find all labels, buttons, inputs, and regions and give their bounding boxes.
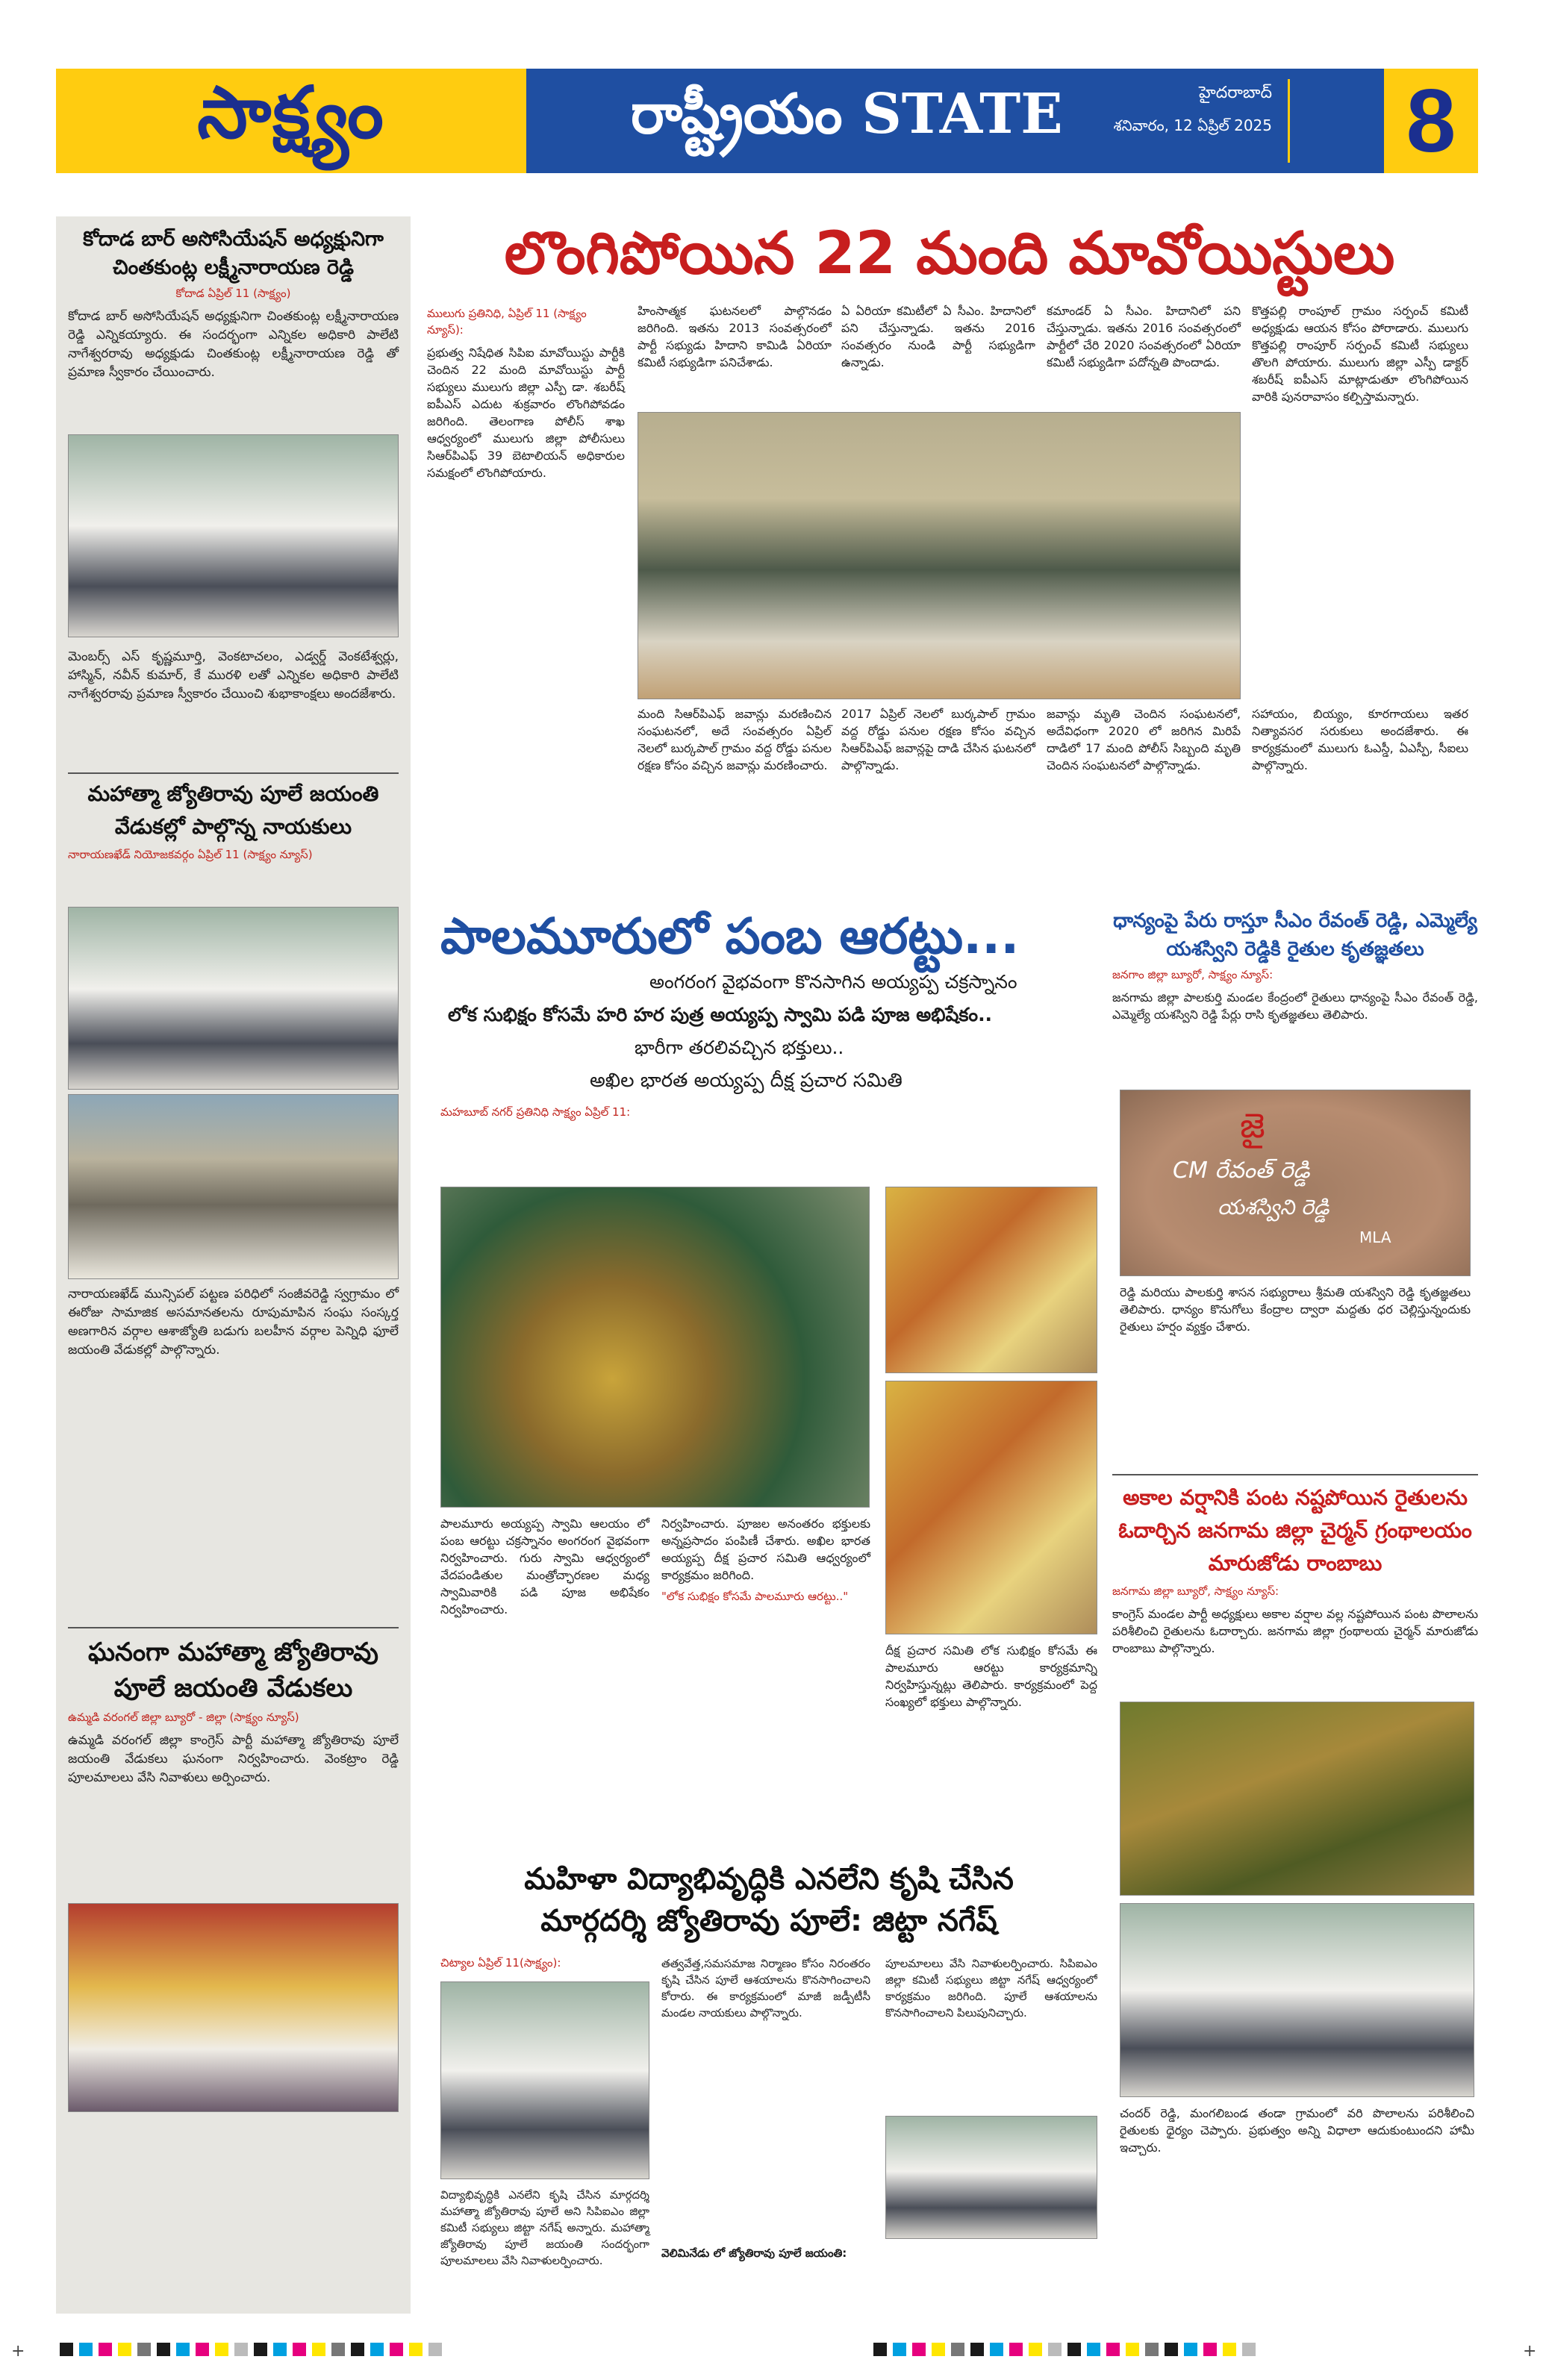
sand-text: యశస్విని రెడ్డి	[1218, 1195, 1330, 1219]
lead-col-1: ప్రభుత్వ నిషేధిత సిపిఐ మావోయిస్టు పార్టీకి చెందిన 22 మంది మావోయిస్టు పార్టీ సభ్యులు ములుగు జిల్లా ఎస్పీ డా. శబరీష్ ఐపీఎస్ ఎదుట శుక్రవారం లొంగిపోవడం జరిగింది. తెలంగాణ పోలీస్ శాఖ ఆధ్వర్యంలో ములుగు జిల్లా పోలీసులు సిఆర్‌పిఎఫ్ 39 బెటాలియన్ అధికారుల సమక్షంలో లొంగిపోయారు.	[427, 346, 625, 480]
dateline: నారాయణఖేడ్ నియోజకవర్గం ఏప్రిల్ 11 (సాక్ష్యం న్యూస్)	[68, 848, 313, 861]
registration-mark: +	[11, 2342, 25, 2361]
divider	[68, 772, 399, 774]
headline: ధాన్యంపై పేరు రాస్తూ సీఎం రేవంత్ రెడ్డి, ఎమ్మెల్యే యశస్విని రెడ్డికి రైతుల కృతజ్ఞతలు	[1113, 910, 1477, 961]
photo-devotees	[885, 1381, 1097, 1634]
article-body: కాంగ్రెస్ మండల పార్టీ అధ్యక్షులు అకాల వర్షాల వల్ల నష్టపోయిన పంట పొలాలను పరిశీలించి రైతులను ఓదార్చారు. జనగామ జిల్లా గ్రంథాలయ చైర్మన్ మారుజోడు రాంబాబు పాల్గొన్నారు.	[1112, 1607, 1478, 1655]
subheadline: అంగరంగ వైభవంగా కొనసాగిన అయ్యప్ప చక్రస్నానం	[649, 971, 1017, 993]
photo-phule-statue	[68, 907, 399, 1090]
lead-under-3: జవాన్లు మృతి చెందిన సంఘటనలో, అదేవిధంగా 2020 లో జరిగిన మిరిపే దాడిలో 17 మంది పోలీస్ సిబ్బంది మృతి చెందిన సంఘటనలో పాల్గొన్నాడు.	[1047, 707, 1241, 772]
lead-under-2: 2017 ఏప్రిల్ నెలలో బుర్కపాల్ గ్రామం వద్ద రోడ్డు పనుల రక్షణ కోసం వచ్చిన సిఆర్‌పిఎఫ్ జవాన్లపై దాడి చేసిన ఘటనలో పాల్గొన్నాడు.	[841, 707, 1035, 772]
dateline: ములుగు ప్రతినిధి, ఏప్రిల్ 11 (సాక్ష్యం న్యూస్):	[427, 307, 587, 337]
article-col-2: తత్వవేత్త,సమసమాజ నిర్మాణం కోసం నిరంతరం కృషి చేసిన పూలే ఆశయాలను కొనసాగించాలని కోరారు. ఈ కార్యక్రమంలో మాజీ జడ్పీటీసీ మండల నాయకులు పాల్గొన్నారు.	[661, 1957, 870, 2020]
edition-city: హైదరాబాద్	[1199, 84, 1272, 102]
headline: అకాల వర్షానికి పంట నష్టపోయిన రైతులను ఓదార్చిన జనగామ జిల్లా చైర్మన్ గ్రంథాలయం మారుజోడు రాంబాబు	[1118, 1485, 1472, 1575]
article-col-3: దీక్ష ప్రచార సమితి లోక సుభిక్షం కోసమే ఈ పాలమూరు ఆరట్టు కార్యక్రమాన్ని నిర్వహిస్తున్నట్లు తెలిపారు. కార్యక్రమంలో పెద్ద సంఖ్యలో భక్తులు పాల్గొన్నారు.	[885, 1643, 1097, 1709]
article-body: కోదాడ బార్ అసోసియేషన్ అధ్యక్షునిగా చింతకుంట్ల లక్ష్మీనారాయణ రెడ్డి ఎన్నికయ్యారు. ఈ సందర్భంగా ఎన్నికల అధికారి పాలేటి నాగేశ్వరరావు అధ్యక్షుడు చింతకుంట్ల లక్ష్మీనారాయణ రెడ్డి తో ప్రమాణ స్వీకారం చేయించారు.	[68, 309, 399, 380]
lead-article-maoists	[427, 216, 1472, 888]
dateline: చిట్యాల ఏప్రిల్ 11(సాక్ష్యం):	[440, 1956, 561, 1970]
article-col-2: నిర్వహించారు. పూజల అనంతరం భక్తులకు అన్నప్రసాదం పంపిణీ చేశారు. అఖిల భారత అయ్యప్ప దీక్ష ప్రచార సమితి ఆధ్వర్యంలో కార్యక్రమం జరిగింది.	[661, 1517, 870, 1582]
section-title: రాష్ట్రీయం STATE	[631, 82, 1063, 146]
dateline: జనగామ జిల్లా బ్యూరో, సాక్ష్యం న్యూస్:	[1112, 1584, 1279, 1598]
edition-date: శనివారం, 12 ఏప్రిల్ 2025	[1113, 116, 1272, 134]
article-body: రెడ్డి మరియు పాలకుర్తి శాసన సభ్యురాలు శ్రీమతి యశస్విని రెడ్డి కృతజ్ఞతలు తెలిపారు. ధాన్యం కొనుగోలు కేంద్రాల ద్వారా మద్దతు ధర చెల్లిస్తున్నందుకు రైతులు హర్షం వ్యక్తం చేశారు.	[1120, 1285, 1471, 1334]
section-banner	[526, 69, 1384, 173]
article-rain-damage	[1112, 1481, 1478, 1657]
dateline: మహబూబ్ నగర్ ప్రతినిధి సాక్ష్యం ఏప్రిల్ 11:	[440, 1105, 631, 1119]
headline: మహిళా విద్యాభివృద్ధికి ఎనలేని కృషి చేసిన	[524, 1862, 1014, 1896]
headline: ఘనంగా మహాత్మా జ్యోతిరావు పూలే జయంతి వేడుకలు	[88, 1637, 378, 1703]
sand-text: CM రేవంత్ రెడ్డి	[1173, 1158, 1310, 1184]
lead-headline: లొంగిపోయిన 22 మంది మావోయిస్టులు	[504, 220, 1395, 287]
article-phule-jayanti-khed	[68, 778, 399, 869]
page-number: 8	[1384, 69, 1478, 173]
article-phule-jitta-nagesh	[440, 1858, 1097, 2314]
divider	[1112, 1474, 1478, 1475]
headline: మార్గదర్శి జ్యోతిరావు పూలే: జిట్టా నగేష్	[540, 1904, 997, 1938]
lead-col-2: హింసాత్మక ఘటనలలో పాల్గొనడం జరిగింది. ఇతను 2013 సంవత్సరంలో పార్టీ సభ్యుడు హిదాని కామిడి ఏరియా కమిటీ సభ్యుడిగా పనిచేశాడు.	[638, 304, 832, 369]
photo-paddy-writing	[1120, 1090, 1471, 1276]
pull-quote: "లోక సుభిక్షం కోసమే పాలమూరు ఆరట్టు.."	[661, 1590, 849, 1603]
left-column	[56, 216, 411, 2314]
photo-chakrasnanam	[440, 1187, 870, 1508]
color-bar	[873, 2343, 1262, 2356]
photo-velimineedu	[885, 2116, 1097, 2239]
divider	[68, 1627, 399, 1628]
dateline: జనగాం జిల్లా బ్యూరో, సాక్ష్యం న్యూస్:	[1112, 968, 1274, 981]
dateline: ఉమ్మడి వరంగల్ జిల్లా బ్యూరో - జిల్లా (సాక్ష్యం న్యూస్)	[68, 1711, 299, 1724]
subheadline: భారీగా తరలివచ్చిన భక్తులు..	[635, 1037, 844, 1058]
lead-under-1: మంది సిఆర్‌పిఎఫ్ జవాన్లు మరణించిన సంఘటనలో, అదే సంవత్సరం ఏప్రిల్ నెలలో బుర్కపాల్ గ్రామం వద్ద రోడ్డు పనుల రక్షణ కోసం వచ్చిన జవాన్లు మరణించారు.	[638, 707, 832, 772]
photo-abhishekam	[885, 1187, 1097, 1373]
sand-text: MLA	[1359, 1228, 1391, 1246]
lead-under-4: సహాయం, బియ్యం, కూరగాయలు ఇతర నిత్యావసర సరుకులు అందజేశారు. ఈ కార్యక్రమంలో ములుగు ఓఎస్డీ, ఏఎస్పీ, సీఐలు పాల్గొన్నారు.	[1252, 707, 1468, 772]
article-body: ఉమ్మడి వరంగల్ జిల్లా కాంగ్రెస్ పార్టీ మహాత్మా జ్యోతిరావు పూలే జయంతి వేడుకలు ఘనంగా నిర్వహించారు. వెంకట్రాం రెడ్డి పూలమాలలు వేసి నివాళులు అర్పించారు.	[68, 1733, 399, 1785]
masthead-divider	[1288, 79, 1290, 163]
color-bar	[60, 2343, 448, 2356]
photo-bar-association	[68, 434, 399, 637]
photo-maoist-surrender	[638, 412, 1241, 699]
headline: మహాత్మా జ్యోతిరావు పూలే జయంతి వేడుకల్లో పాల్గొన్న నాయకులు	[87, 781, 379, 839]
headline: పాలమూరులో పంబ ఆరట్టు...	[440, 908, 1020, 965]
article-kodada-bar	[68, 225, 399, 382]
article-body: జనగామ జిల్లా పాలకుర్తి మండల కేంద్రంలో రైతులు ధాన్యంపై సీఎం రేవంత్ రెడ్డి, ఎమ్మెల్యే యశస్విని రెడ్డి పేర్లు రాసి కృతజ్ఞతలు తెలిపారు.	[1112, 990, 1478, 1022]
dateline: కోదాడ ఏప్రిల్ 11 (సాక్ష్యం)	[175, 287, 291, 300]
article-paddy-thanks	[1112, 907, 1478, 1023]
article-phule-warangal	[68, 1634, 399, 1787]
photo-caption: వెలిమినేడు లో జ్యోతిరావు పూలే జయంతి:	[661, 2246, 847, 2260]
article-col-1: విద్యాభివృద్ధికి ఎనలేని కృషి చేసిన మార్గదర్శి మహాత్మా జ్యోతిరావు పూలే అని సిపిఐఎం జిల్లా కమిటీ సభ్యులు జిట్టా నగేష్ అన్నారు. మహాత్మా జ్యోతిరావు పూలే జయంతి సందర్భంగా పూలమాలలు వేసి నివాళులర్పించారు.	[440, 2188, 649, 2267]
article-col-3: పూలమాలలు వేసి నివాళులర్పించారు. సిపిఐఎం జిల్లా కమిటీ సభ్యులు జిట్టా నగేష్ ఆధ్వర్యంలో కార్యక్రమం జరిగింది. పూలే ఆశయాలను కొనసాగించాలని పిలుపునిచ్చారు.	[885, 1957, 1097, 2020]
headline: కోదాడ బార్ అసోసియేషన్ అధ్యక్షునిగా చింతకుంట్ల లక్ష్మీనారాయణ రెడ్డి	[83, 228, 384, 279]
right-column	[1112, 907, 1478, 2317]
article-body: చందర్ రెడ్డి, మంగలిబండ తండా గ్రామంలో వరి పొలాలను పరిశీలించి రైతులకు ధైర్యం చెప్పారు. ప్రభుత్వం అన్ని విధాలా ఆదుకుంటుందని హామీ ఇచ్చారు.	[1120, 2106, 1474, 2155]
sand-text: జై	[1240, 1105, 1265, 1146]
lead-col-3: ఏ ఏరియా కమిటీలో ఏ సీఎం. హిదానిలో పని చేస్తున్నాడు. ఇతను 2016 సంవత్సరం నుండి పార్టీ సభ్యుడిగా ఉన్నాడు.	[841, 304, 1035, 369]
article-body: నారాయణఖేడ్ మున్సిపల్ పట్టణ పరిధిలో సంజీవరెడ్డి స్వగ్రామం లో ఈరోజు సామాజిక అసమానతలను రూపుమాపిన సంఘ సంస్కర్త అణగారిన వర్గాల ఆశాజ్యోతి బడుగు బలహీన వర్గాల పెన్నిధి ఫూలే జయంతి వేడుకల్లో పాల్గొన్నారు.	[68, 1287, 399, 1358]
photo-field-visit	[1120, 1903, 1474, 2097]
subheadline: అఖిల భారత అయ్యప్ప దీక్ష ప్రచార సమితి	[590, 1069, 903, 1092]
newspaper-logo: సాక్ష్యం	[56, 69, 526, 173]
lead-col-5: కొత్తపల్లి రాంపూల్ గ్రామం సర్పంచ్ కమిటీ అధ్యక్షుడు ఆయన కోసం పోరాడారు. ములుగు కొత్తపల్లి రాంపూర్ సర్పంచ్ కమిటీ సభ్యులు తొలగి పోయారు. ములుగు జిల్లా ఎస్పీ డాక్టర్ శబరీష్ ఐపీఎస్ మాట్లాడుతూ లొంగిపోయిన వారికి పునరావాసం కల్పిస్తామన్నారు.	[1252, 304, 1468, 404]
article-col-1: పాలమూరు అయ్యప్ప స్వామి ఆలయం లో పంబ ఆరట్టు చక్రస్నానం అంగరంగ వైభవంగా నిర్వహించారు. గురు స్వామి ఆధ్వర్యంలో వేదపండితుల మంత్రోచ్ఛారణల మధ్య స్వామివారికి పడి పూజ అభిషేకం నిర్వహించారు.	[440, 1517, 649, 1617]
article-palamuru-arattu	[440, 907, 1097, 1851]
subheadline: లోక సుభిక్షం కోసమే హరి హర పుత్ర అయ్యప్ప స్వామి పడి పూజ అభిషేకం..	[448, 1004, 993, 1025]
photo-congress-event	[68, 1903, 399, 2112]
lead-col-4: కమాండర్ ఏ సీఎం. హిదానిలో పని చేస్తున్నాడు. ఇతను 2016 సంవత్సరంలో పార్టీలో చేరి 2020 సంవత్సరంలో ఏరియా కమిటీ సభ్యుడిగా పదోన్నతి పొందాడు.	[1047, 304, 1241, 369]
masthead	[56, 69, 1478, 173]
photo-phule-tribute	[440, 1981, 649, 2179]
article-body: మెంబర్స్ ఎస్ కృష్ణమూర్తి, వెంకటాచలం, ఎడ్వర్డ్ వెంకటేశ్వర్లు, హాస్మిన్, నవీన్ కుమార్, కే మురళి లతో ఎన్నికల అధికారి పాలేటి నాగేశ్వరరావు ప్రమాణ స్వీకారం చేయించి శుభాకాంక్షలు అందజేశారు.	[68, 649, 399, 702]
photo-gathering	[68, 1094, 399, 1279]
photo-damaged-crop	[1120, 1702, 1474, 1896]
registration-mark: +	[1523, 2342, 1537, 2361]
